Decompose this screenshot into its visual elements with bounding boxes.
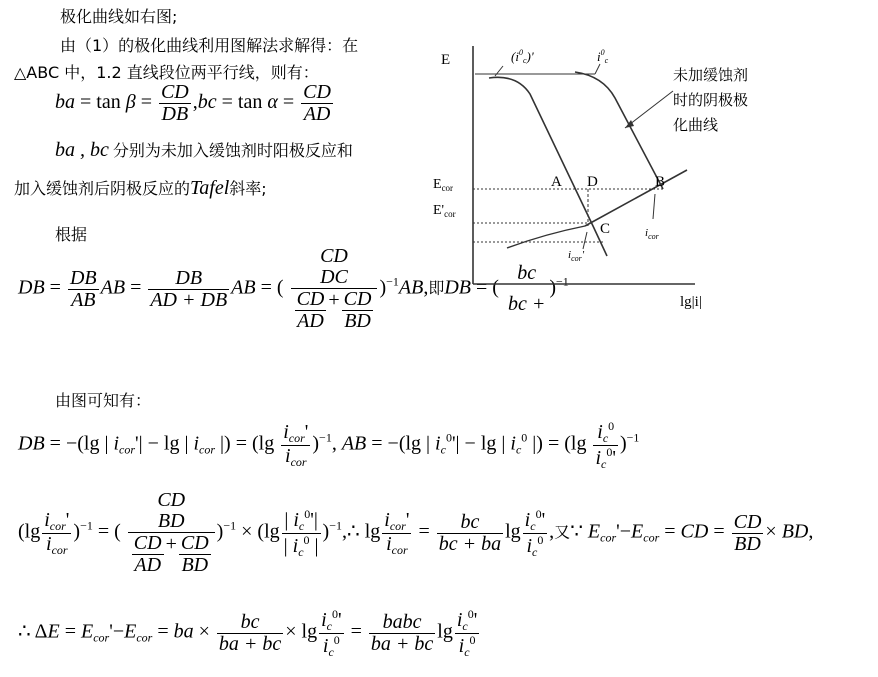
eq-lg-ratio: (lg $\frac{i_{cor}'}{i_{cor}}$ )$^{-1}$ = ( CD BD $\frac{CD}{AD}$ + $\frac{CD}{BD}$ )$^{-1}$ × (lg $\frac{| i_c^0'|}{| i_c^0 |}$ )$^{-1}$,∴ lg $\frac{i_{cor}'}{i_{cor}}$ = $\frac{bc}{bc + ba}$ lg $\frac{i_c^0'}{i_c^0}$ ,又∵ $E_{cor}'-E_{cor}$ = CD = $\frac{CD}{BD}$ × BD,: [18, 489, 814, 576]
eq-db-ab: DB = −(lg | $i_{cor}'| - \lg$ | $i_{cor}$ |) = (lg $\frac{i_{cor}'}{i_{cor}}$ )$^{-1}$, AB = −(lg | $i_c^0'| - \lg$ | $i_c^0$ |) = (lg $\frac{i_c^0}{i_c^0'}$ )$^{-1}$: [18, 419, 640, 471]
para-from-graph: 由图可知有：: [55, 391, 152, 410]
anodic-curve: [489, 77, 607, 256]
word-you: 又: [554, 522, 571, 542]
para-triangle-abc: △ABC 中，1.2 直线段位两平行线，则有：: [14, 63, 319, 82]
tafel-word: Tafel: [190, 177, 230, 199]
annotation-line-3: 化曲线: [673, 118, 719, 134]
therefore-symbol: ∴: [18, 620, 31, 643]
annotation-line-1: 未加缓蚀剂: [673, 68, 749, 84]
para-tafel: [14, 176, 267, 200]
point-c: C: [600, 221, 611, 237]
point-d: D: [587, 174, 598, 190]
para-according: 根据: [55, 225, 88, 244]
para-slope-meaning: [55, 138, 353, 162]
eq-delta-e: ∴ $\Delta E = E_{cor}'-E_{cor}$ = ba × $\frac{bc}{ba + bc}$ × lg $\frac{i_c^0'}{i_c^0}$ = $\frac{\text{babc}}{ba + bc}$ lg $\frac{i_c^0'}{i_c^0}$: [18, 607, 478, 659]
tafel-line-bc: [585, 170, 687, 226]
y-axis-label: E: [441, 52, 451, 68]
eq-slopes: ba = tan β = $\frac{CD}{DB}$ ,bc = tan α = $\frac{CD}{AD}$: [55, 81, 331, 125]
slope-meaning-text: 分别为未加入缓蚀剂时阳极反应和: [112, 141, 353, 160]
ic0-label: $i^0_c$: [597, 48, 609, 65]
word-ji: 即: [428, 278, 445, 298]
para-graphical-method: 由（1）的极化曲线利用图解法求解得：在: [60, 36, 359, 55]
because-symbol: ∵: [570, 520, 583, 543]
slope-vars: ba , bc: [55, 139, 109, 161]
annotation-line-2: 时的阴极极: [673, 93, 749, 109]
ic0-prime-label: $(i^0_c)'$: [511, 48, 534, 65]
tafel-pre: 加入缓蚀剂后阴极反应的: [14, 179, 191, 198]
ecor-prime-label: $E'_{cor}$: [433, 203, 456, 219]
ecor-label: $E_{cor}$: [433, 177, 454, 193]
icor-label: $i_{cor}$: [645, 227, 659, 241]
lower-curve: [507, 226, 585, 248]
polarization-diagram: [425, 36, 760, 316]
icor-prime-label: $i_{cor}'$: [568, 249, 585, 263]
point-b: B: [655, 174, 666, 190]
x-axis-label: lg|i|: [680, 294, 702, 310]
eq-db-derivation: DB = $\frac{DB}{AB}$ AB = $\frac{DB}{AD + DB}$ AB = ( CD DC $\frac{CD}{AD}$ + $\frac{CD}{BD}$ )$^{-1}$AB,即DB = ( bc bc + )$^{-1}$: [18, 245, 569, 332]
point-a: A: [551, 174, 562, 190]
para-polarization-intro: 极化曲线如右图;: [60, 7, 178, 26]
tafel-post: 斜率;: [229, 179, 267, 198]
cathodic-curve: [575, 72, 666, 190]
